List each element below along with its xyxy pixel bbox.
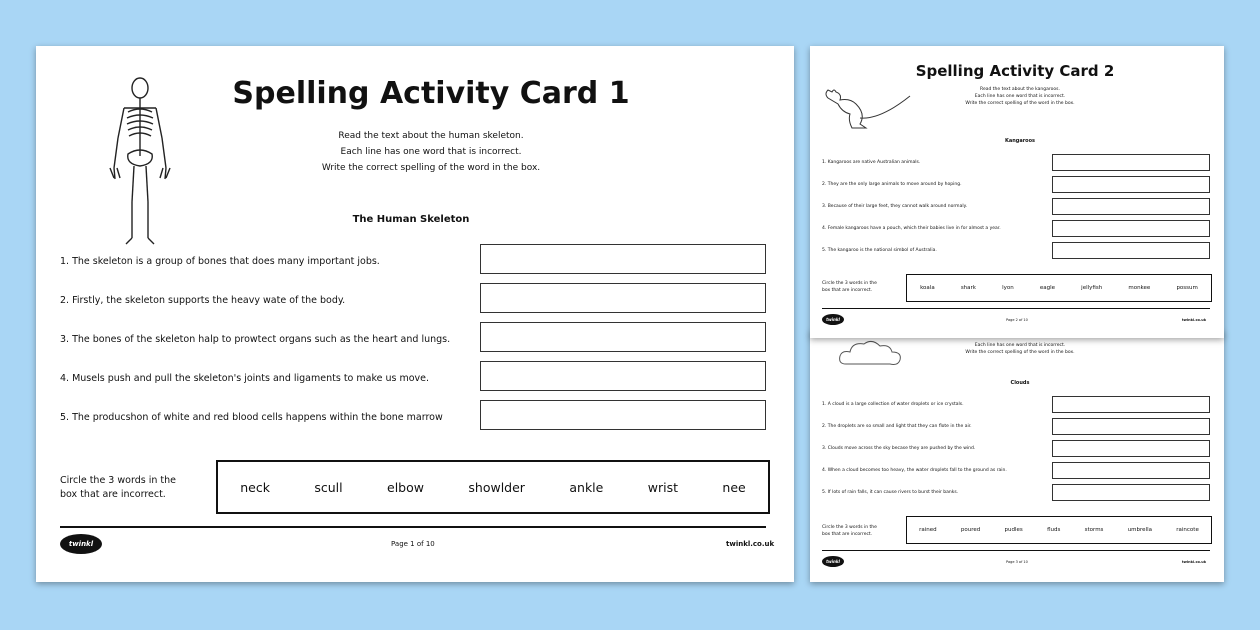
- circle-instruction-line: box that are incorrect.: [822, 532, 873, 537]
- answer-box-2[interactable]: [1052, 418, 1210, 435]
- page-number: Page 1 of 10: [391, 540, 435, 548]
- instruction-line: Read the text about the human skeleton.: [338, 131, 524, 141]
- answer-box-1[interactable]: [1052, 396, 1210, 413]
- word-option[interactable]: raincote: [1176, 527, 1199, 533]
- circle-instruction: [822, 280, 877, 294]
- circle-instruction-line: Circle the 3 words in the: [822, 281, 877, 286]
- card-title: Spelling Activity Card 1: [232, 76, 630, 111]
- activity-card-1: [36, 46, 794, 582]
- twinkl-logo: twinkl: [822, 556, 844, 567]
- instructions: [930, 342, 1110, 356]
- circle-instruction: [822, 524, 877, 538]
- instruction-line: Read the text about the kangaroos.: [980, 87, 1060, 92]
- question-2: 2. Firstly, the skeleton supports the heavy wate of the body.: [60, 295, 346, 306]
- word-option[interactable]: lyon: [1002, 285, 1014, 291]
- question-5: 5. The kangaroo is the national simbol of Australia.: [822, 248, 937, 253]
- word-option[interactable]: pudles: [1004, 527, 1023, 533]
- question-1: 1. A cloud is a large collection of water droplets or ice crystals.: [822, 402, 964, 407]
- word-option[interactable]: neck: [240, 479, 270, 495]
- question-3: 3. Clouds move across the sky becase they are pushed by the wind.: [822, 446, 976, 451]
- word-option[interactable]: scull: [314, 479, 343, 495]
- question-4: 4. When a cloud becomes too heavy, the water droplets fall to the ground as rain.: [822, 468, 1007, 473]
- instruction-line: Write the correct spelling of the word in the box.: [965, 350, 1075, 355]
- question-3: 3. The bones of the skeleton halp to prowtect organs such as the heart and lungs.: [60, 334, 451, 345]
- activity-card-3: [810, 330, 1224, 582]
- section-heading: Clouds: [1010, 380, 1030, 386]
- instruction-line: Each line has one word that is incorrect.: [974, 94, 1066, 99]
- section-heading: Kangaroos: [1004, 138, 1036, 144]
- answer-box-3[interactable]: [1052, 198, 1210, 215]
- instructions: [930, 86, 1110, 107]
- word-option[interactable]: storms: [1084, 527, 1104, 533]
- word-option[interactable]: fluds: [1047, 527, 1061, 533]
- answer-box-5[interactable]: [1052, 484, 1210, 501]
- activity-card-2: [810, 46, 1224, 338]
- word-option[interactable]: eagle: [1039, 285, 1056, 291]
- card-title: Spelling Activity Card 2: [915, 62, 1115, 80]
- footer-divider: [822, 308, 1210, 309]
- twinkl-logo: twinkl: [60, 534, 102, 554]
- circle-instruction-line: Circle the 3 words in the: [822, 525, 877, 530]
- circle-instruction-line: box that are incorrect.: [822, 288, 873, 293]
- question-1: 1. The skeleton is a group of bones that does many important jobs.: [60, 256, 380, 267]
- word-option[interactable]: ankle: [569, 479, 604, 495]
- kangaroo-illustration: [820, 84, 912, 134]
- answer-box-4[interactable]: [1052, 462, 1210, 479]
- twinkl-logo: twinkl: [822, 314, 844, 325]
- word-option[interactable]: showlder: [468, 479, 525, 495]
- answer-box-4[interactable]: [480, 361, 766, 391]
- instruction-line: Write the correct spelling of the word in the box.: [321, 163, 541, 173]
- word-option[interactable]: monkee: [1128, 285, 1151, 291]
- footer-divider: [822, 550, 1210, 551]
- word-option[interactable]: rained: [919, 527, 937, 533]
- answer-box-4[interactable]: [1052, 220, 1210, 237]
- skeleton-illustration: [104, 76, 176, 248]
- question-5: 5. If lots of rain falls, it can cause rivers to burst their banks.: [822, 490, 959, 495]
- question-4: 4. Female kangaroos have a pouch, which their babies live in for almost a year.: [822, 226, 1001, 231]
- footer-divider: [60, 526, 766, 528]
- question-2: 2. The droplets are so small and light that they can flote in the air.: [822, 424, 972, 429]
- cloud-illustration: [836, 338, 906, 370]
- word-option[interactable]: elbow: [387, 479, 424, 495]
- word-option[interactable]: umbrella: [1127, 527, 1152, 533]
- question-4: 4. Musels push and pull the skeleton's joints and ligaments to make us move.: [60, 373, 430, 384]
- section-heading: The Human Skeleton: [352, 214, 470, 225]
- word-box: [906, 274, 1212, 302]
- answer-box-1[interactable]: [480, 244, 766, 274]
- answer-box-3[interactable]: [480, 322, 766, 352]
- word-box: [216, 460, 770, 514]
- word-option[interactable]: jellyfish: [1081, 285, 1103, 291]
- instruction-line: Each line has one word that is incorrect.: [974, 343, 1066, 348]
- answer-box-5[interactable]: [480, 400, 766, 430]
- circle-instruction-line: box that are incorrect.: [60, 489, 166, 500]
- question-5: 5. The producshon of white and red blood cells happens within the bone marrow: [60, 412, 443, 423]
- question-1: 1. Kangaroos are native Australian animals.: [822, 160, 921, 165]
- answer-box-1[interactable]: [1052, 154, 1210, 171]
- page-number: Page 2 of 10: [1006, 318, 1028, 322]
- word-box: [906, 516, 1212, 544]
- answer-box-2[interactable]: [1052, 176, 1210, 193]
- answer-box-3[interactable]: [1052, 440, 1210, 457]
- website: twinkl.co.uk: [1182, 318, 1207, 322]
- answer-box-5[interactable]: [1052, 242, 1210, 259]
- circle-instruction-line: Circle the 3 words in the: [60, 475, 176, 486]
- page-number: Page 3 of 10: [1006, 560, 1028, 564]
- circle-instruction: [60, 474, 176, 502]
- instruction-line: Write the correct spelling of the word in the box.: [965, 101, 1075, 106]
- instructions: [246, 128, 616, 176]
- word-option[interactable]: poured: [960, 527, 981, 533]
- answer-box-2[interactable]: [480, 283, 766, 313]
- word-option[interactable]: possum: [1176, 285, 1198, 291]
- question-2: 2. They are the only large animals to move around by hoping.: [822, 182, 962, 187]
- instruction-line: Each line has one word that is incorrect.: [340, 147, 522, 157]
- word-option[interactable]: wrist: [647, 479, 678, 495]
- word-option[interactable]: koala: [920, 285, 935, 291]
- website: twinkl.co.uk: [726, 540, 775, 548]
- question-3: 3. Because of their large feet, they cannot walk around normaly.: [822, 204, 968, 209]
- word-option[interactable]: shark: [960, 285, 976, 291]
- website: twinkl.co.uk: [1182, 560, 1207, 564]
- word-option[interactable]: nee: [722, 479, 746, 495]
